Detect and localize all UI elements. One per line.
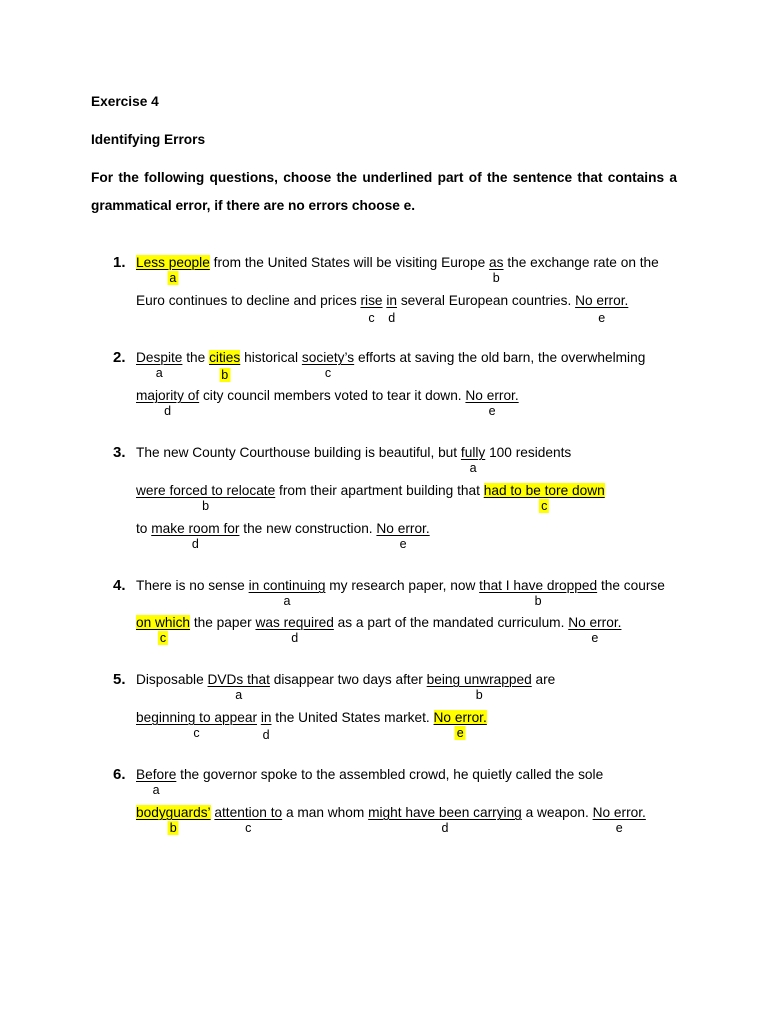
q4-option-a-text: in continuing — [248, 578, 326, 593]
q3-option-b — [136, 482, 276, 513]
question-5-number: 5. — [113, 671, 126, 688]
q4-option-e-label: e — [591, 631, 599, 645]
question-5-line-1 — [136, 671, 556, 702]
q4-text: There is no sense — [136, 578, 249, 593]
q5-text: the United States market. — [275, 710, 434, 725]
q5-option-d-label: d — [262, 728, 270, 742]
q5-option-e-label: e — [456, 726, 464, 740]
q2-option-d-text: majority of — [136, 388, 200, 403]
q2-option-b-label: b — [221, 368, 229, 382]
q3-text: The new County Courthouse building is beautiful, but — [136, 445, 461, 460]
q3-option-d-label: d — [191, 537, 199, 551]
q3-option-a-text: fully — [460, 445, 486, 460]
q1-option-e-text: No error. — [575, 293, 629, 308]
q1-option-c-text: rise — [360, 293, 383, 308]
q4-option-a-label: a — [283, 594, 291, 608]
q3-option-e-text: No error. — [376, 521, 430, 536]
q5-option-a-text: DVDs that — [207, 672, 270, 687]
q3-text: to — [136, 521, 152, 536]
q1-option-c-label: c — [368, 311, 375, 325]
q2-text: efforts at saving the old barn, the overwhelming — [357, 350, 646, 365]
q2-option-e-text: No error. — [465, 388, 519, 403]
q6-option-b-text: bodyguards’ — [136, 805, 211, 820]
question-6-number: 6. — [113, 766, 126, 783]
q5-option-c-label: c — [193, 726, 200, 740]
q3-option-e-label: e — [399, 537, 407, 551]
q6-option-e-text: No error. — [592, 805, 646, 820]
q4-option-d-text: was required — [255, 615, 334, 630]
q3-text: 100 residents — [489, 445, 572, 460]
q1-text: the exchange rate on the — [507, 255, 659, 270]
q5-option-d-text: in — [260, 710, 272, 725]
q3-option-d — [151, 520, 240, 551]
q6-option-d-label: d — [441, 821, 449, 835]
q5-option-c-text: beginning to appear — [136, 710, 258, 725]
q6-option-b-label: b — [169, 821, 177, 835]
q2-text: historical — [244, 350, 302, 365]
q3-option-c — [483, 482, 605, 513]
question-5-line-2 — [136, 709, 487, 742]
q4-option-c-label: c — [159, 631, 167, 645]
q6-text: a weapon. — [525, 805, 593, 820]
question-1-line-2 — [136, 292, 629, 325]
q4-option-e-text: No error. — [568, 615, 622, 630]
instructions-line-1: For the following questions, choose the underlined part of the sentence that contains a — [91, 170, 677, 185]
exercise-title: Exercise 4 — [91, 94, 159, 109]
q2-option-a-text: Despite — [136, 350, 183, 365]
q3-option-b-text: were forced to relocate — [136, 483, 276, 498]
q4-text: my research paper, now — [329, 578, 480, 593]
q5-option-d — [260, 709, 272, 742]
q4-option-e — [568, 614, 622, 645]
q2-option-c-text: society’s — [301, 350, 355, 365]
q6-option-c — [214, 804, 283, 835]
q1-text: several European countries. — [400, 293, 576, 308]
q1-option-d-text: in — [386, 293, 397, 308]
q2-option-b-text: cities — [209, 350, 241, 365]
q1-option-a-text: Less people — [136, 255, 210, 270]
q4-text: the course — [600, 578, 665, 593]
q6-text: a man whom — [285, 805, 369, 820]
q4-option-b-label: b — [534, 594, 542, 608]
q3-option-c-text: had to be tore down — [483, 483, 605, 498]
q3-text: the new construction. — [243, 521, 377, 536]
q5-option-b-label: b — [475, 688, 483, 702]
q2-text: city council members voted to tear it down. — [202, 388, 466, 403]
question-4-line-2 — [136, 614, 622, 645]
q4-option-b-text: that I have dropped — [479, 578, 598, 593]
q4-text: the paper — [193, 615, 256, 630]
section-title: Identifying Errors — [91, 132, 206, 147]
q5-text: Disposable — [136, 672, 208, 687]
q6-option-d-text: might have been carrying — [368, 805, 522, 820]
q1-text: Euro continues to decline and prices — [136, 293, 361, 308]
q4-option-b — [479, 577, 598, 608]
q6-option-c-label: c — [245, 821, 252, 835]
q4-option-c-text: on which — [136, 615, 191, 630]
q2-option-d-label: d — [164, 404, 172, 418]
q5-option-a — [207, 671, 270, 702]
q3-text: from their apartment building that — [279, 483, 484, 498]
instructions-line-2: grammatical error, if there are no errors choose e. — [91, 198, 416, 213]
q5-text: are — [535, 672, 556, 687]
question-4-number: 4. — [113, 577, 126, 594]
q1-option-a — [136, 254, 210, 285]
question-2-number: 2. — [113, 349, 126, 366]
q4-option-d-label: d — [291, 631, 299, 645]
q2-option-e-label: e — [488, 404, 496, 418]
q3-option-b-label: b — [202, 499, 210, 513]
q2-option-e — [465, 387, 519, 418]
q2-option-a — [136, 349, 183, 380]
question-1-number: 1. — [113, 254, 126, 271]
q5-option-b-text: being unwrapped — [426, 672, 532, 687]
q2-option-a-label: a — [155, 366, 163, 380]
q5-option-e-text: No error. — [433, 710, 487, 725]
question-4-line-1 — [136, 577, 665, 608]
question-3-line-3 — [136, 520, 430, 551]
q4-option-d — [255, 614, 334, 645]
q2-option-c-label: c — [324, 366, 332, 380]
question-2-line-2 — [136, 387, 519, 418]
q1-option-a-label: a — [169, 271, 177, 285]
q3-option-e — [376, 520, 430, 551]
q5-option-e — [433, 709, 487, 740]
q1-option-d — [386, 292, 397, 325]
q6-option-e-label: e — [615, 821, 623, 835]
question-1-line-1 — [136, 254, 659, 285]
question-6-line-1 — [136, 766, 604, 797]
q6-text: the governor spoke to the assembled crowd, he quietly called the sole — [180, 767, 604, 782]
q3-option-d-text: make room for — [151, 521, 240, 536]
q1-option-e-label: e — [598, 311, 606, 325]
q2-option-c — [301, 349, 355, 380]
q1-option-b — [489, 254, 504, 285]
question-3-line-1 — [136, 444, 572, 475]
question-3-line-2 — [136, 482, 605, 513]
q2-text: the — [186, 350, 210, 365]
q5-option-b — [426, 671, 532, 702]
q1-option-b-text: as — [489, 255, 504, 270]
q2-option-d — [136, 387, 200, 418]
q6-option-d — [368, 804, 522, 835]
q6-option-c-text: attention to — [214, 805, 283, 820]
q2-option-b — [209, 349, 241, 382]
q5-text: disappear two days after — [273, 672, 427, 687]
question-6-line-2 — [136, 804, 646, 835]
question-2-line-1 — [136, 349, 646, 382]
q4-option-a — [248, 577, 326, 608]
q3-option-a-label: a — [469, 461, 477, 475]
q6-option-a-label: a — [152, 783, 160, 797]
q5-option-a-label: a — [235, 688, 243, 702]
q6-option-a-text: Before — [136, 767, 177, 782]
q6-option-a — [136, 766, 177, 797]
q4-text: as a part of the mandated curriculum. — [337, 615, 569, 630]
q3-option-c-label: c — [541, 499, 548, 513]
q1-option-b-label: b — [492, 271, 500, 285]
q4-option-c — [136, 614, 191, 645]
q6-option-b — [136, 804, 211, 835]
q1-option-e — [575, 292, 629, 325]
question-3-number: 3. — [113, 444, 126, 461]
q1-option-d-label: d — [388, 311, 396, 325]
q5-option-c — [136, 709, 258, 740]
q1-option-c — [360, 292, 383, 325]
q3-option-a — [460, 444, 486, 475]
q6-option-e — [592, 804, 646, 835]
q1-text: from the United States will be visiting Europe — [213, 255, 490, 270]
